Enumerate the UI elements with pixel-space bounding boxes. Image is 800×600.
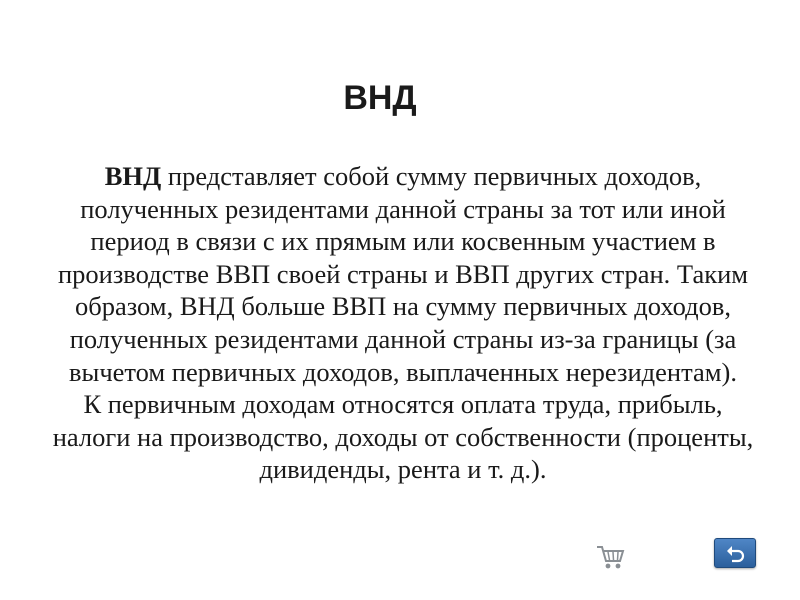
term-bold: ВНД xyxy=(104,161,162,191)
paragraph-primary-incomes: К первичным доходам относятся оплата труда, прибыль, налоги на производство, доходы от собственности (проценты, дивиденды, рента и т. д.). xyxy=(52,389,754,485)
shopping-cart-icon[interactable] xyxy=(596,544,626,570)
slide-body xyxy=(44,160,762,486)
paragraph-definition-text: представляет собой сумму первичных доходов, полученных резидентами данной страны за тот или иной период в связи с их прямым или косвенным участием в производстве ВВП своей страны и ВВП других стран. Таким образом, ВНД больше ВВП на сумму первичных доходов, полученных резидентами данной страны из-за границы (за вычетом первичных доходов, выплаченных нерезидентам). xyxy=(57,161,749,387)
paragraph-definition xyxy=(44,160,762,388)
return-arrow-icon xyxy=(724,543,746,563)
slide-title: ВНД xyxy=(343,79,417,117)
return-button[interactable] xyxy=(714,538,756,568)
